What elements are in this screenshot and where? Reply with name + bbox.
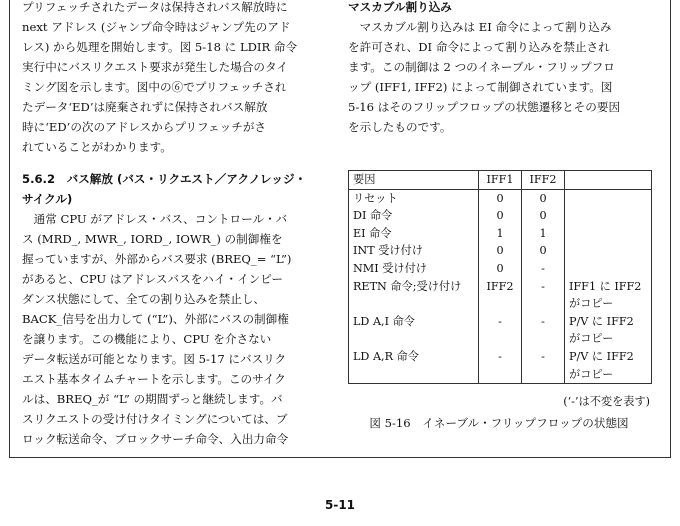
- left-top-paragraph: [22, 0, 330, 157]
- maskable-heading: マスカブル割り込み: [348, 0, 452, 14]
- text-line: があると、CPU はアドレスバスをハイ・インピー: [22, 272, 283, 286]
- table-row: [349, 189, 652, 207]
- text-line: 通常 CPU がアドレス・バス、コントロール・バ: [22, 212, 288, 226]
- iff-state-table: [348, 170, 652, 384]
- text-line: ルは、BREQ_が “L” の期間ずっと継続します。バ: [22, 392, 283, 406]
- cell: [522, 366, 565, 384]
- table-header-row: [349, 171, 652, 190]
- table-row: [349, 366, 652, 384]
- figure-caption: 図 5-16 イネーブル・フリップフロップの状態図: [369, 416, 629, 430]
- section-paragraph: [22, 209, 330, 449]
- cell: -: [479, 348, 522, 366]
- text-line: 時に‘ED’の次のアドレスからプリフェッチがさ: [22, 120, 267, 134]
- header-iff2: IFF2: [522, 171, 565, 190]
- cell: [565, 242, 652, 260]
- text-line: れていることがわかります。: [22, 140, 172, 154]
- table-row: [349, 207, 652, 225]
- cell: [349, 330, 479, 348]
- text-line: ップ (IFF1, IFF2) によって制御されています。図: [348, 80, 613, 94]
- cell: [565, 189, 652, 207]
- cell: 0: [522, 189, 565, 207]
- text-line: たデータ‘ED’は廃棄されずに保持されバス解放: [22, 100, 268, 114]
- cell: 0: [479, 207, 522, 225]
- page-number: 5-11: [324, 498, 356, 512]
- section-heading-cont: サイクル): [22, 192, 73, 206]
- cell: [349, 295, 479, 313]
- table-row: [349, 225, 652, 243]
- cell: EI 命令: [349, 225, 479, 243]
- cell: [565, 260, 652, 278]
- table-row: [349, 330, 652, 348]
- table-row: [349, 313, 652, 331]
- header-iff1: IFF1: [479, 171, 522, 190]
- cell: -: [479, 313, 522, 331]
- cell: RETN 命令;受け付け: [349, 278, 479, 296]
- text-line: スリクエストの受け付けタイミングについては、ブ: [22, 412, 288, 426]
- right-column: [348, 0, 658, 137]
- cell: 0: [479, 242, 522, 260]
- text-line: を許可され、DI 命令によって割り込みを禁止され: [348, 40, 610, 54]
- text-line: プリフェッチされたデータは保持されバス解放時に: [22, 0, 288, 14]
- table-row: [349, 260, 652, 278]
- text-line: ます。この制御は 2 つのイネーブル・フリップフロ: [348, 60, 615, 74]
- text-line: マスカブル割り込みは EI 命令によって割り込み: [348, 20, 612, 34]
- text-line: 5-16 はそのフリップフロップの状態遷移とその要因: [348, 100, 621, 114]
- cell: IFF1 に IFF2: [565, 278, 652, 296]
- table-row: [349, 348, 652, 366]
- cell: リセット: [349, 189, 479, 207]
- text-line: ロック転送命令、ブロックサーチ命令、入出力命令: [22, 432, 289, 446]
- text-line: BACK_信号を出力して (“L”)、外部にバスの制御権: [22, 312, 289, 326]
- left-column: [22, 0, 330, 449]
- cell: [479, 330, 522, 348]
- text-line: レス) から処理を開始します。図 5-18 に LDIR 命令: [22, 40, 298, 54]
- header-note: [565, 171, 652, 190]
- cell: がコピー: [565, 330, 652, 348]
- text-line: 握っていますが、外部からバス要求 (BREQ_= “L”): [22, 252, 292, 266]
- cell: [349, 366, 479, 384]
- cell: -: [522, 348, 565, 366]
- cell: 0: [522, 242, 565, 260]
- table-note: (‘-’は不変を表す): [563, 395, 650, 408]
- cell: 1: [522, 225, 565, 243]
- header-cause: 要因: [349, 171, 479, 190]
- cell: [479, 295, 522, 313]
- text-line: ダンス状態にして、全ての割り込みを禁止し、: [22, 292, 266, 306]
- text-line: データ転送が可能となります。図 5-17 にバスリク: [22, 352, 287, 366]
- cell: がコピー: [565, 295, 652, 313]
- cell: DI 命令: [349, 207, 479, 225]
- text-line: を示したものです。: [348, 120, 452, 134]
- cell: [479, 366, 522, 384]
- cell: -: [522, 313, 565, 331]
- text-line: ス (MRD_, MWR_, IORD_, IOWR_) の制御権を: [22, 232, 283, 246]
- cell: -: [522, 260, 565, 278]
- table-row: [349, 295, 652, 313]
- cell: [522, 330, 565, 348]
- text-line: 実行中にバスリクエスト要求が発生した場合のタイ: [22, 60, 288, 74]
- cell: [565, 225, 652, 243]
- cell: -: [522, 278, 565, 296]
- text-line: next アドレス (ジャンプ命令時はジャンプ先のアド: [22, 20, 291, 34]
- cell: [522, 295, 565, 313]
- text-line: ミング図を示します。図中の⑥でプリフェッチされ: [22, 80, 287, 94]
- cell: IFF2: [479, 278, 522, 296]
- cell: がコピー: [565, 366, 652, 384]
- cell: P/V に IFF2: [565, 348, 652, 366]
- cell: [565, 207, 652, 225]
- table-row: [349, 278, 652, 296]
- text-line: エスト基本タイムチャートを示します。このサイク: [22, 372, 286, 386]
- cell: LD A,R 命令: [349, 348, 479, 366]
- cell: 0: [479, 189, 522, 207]
- cell: 1: [479, 225, 522, 243]
- cell: LD A,I 命令: [349, 313, 479, 331]
- cell: NMI 受け付け: [349, 260, 479, 278]
- text-line: を譲ります。この機能により、CPU を介さない: [22, 332, 272, 346]
- table-row: [349, 242, 652, 260]
- section-heading: 5.6.2 バス解放 (バス・リクエスト／アクノレッジ・: [22, 172, 307, 186]
- cell: 0: [522, 207, 565, 225]
- cell: P/V に IFF2: [565, 313, 652, 331]
- cell: 0: [479, 260, 522, 278]
- cell: INT 受け付け: [349, 242, 479, 260]
